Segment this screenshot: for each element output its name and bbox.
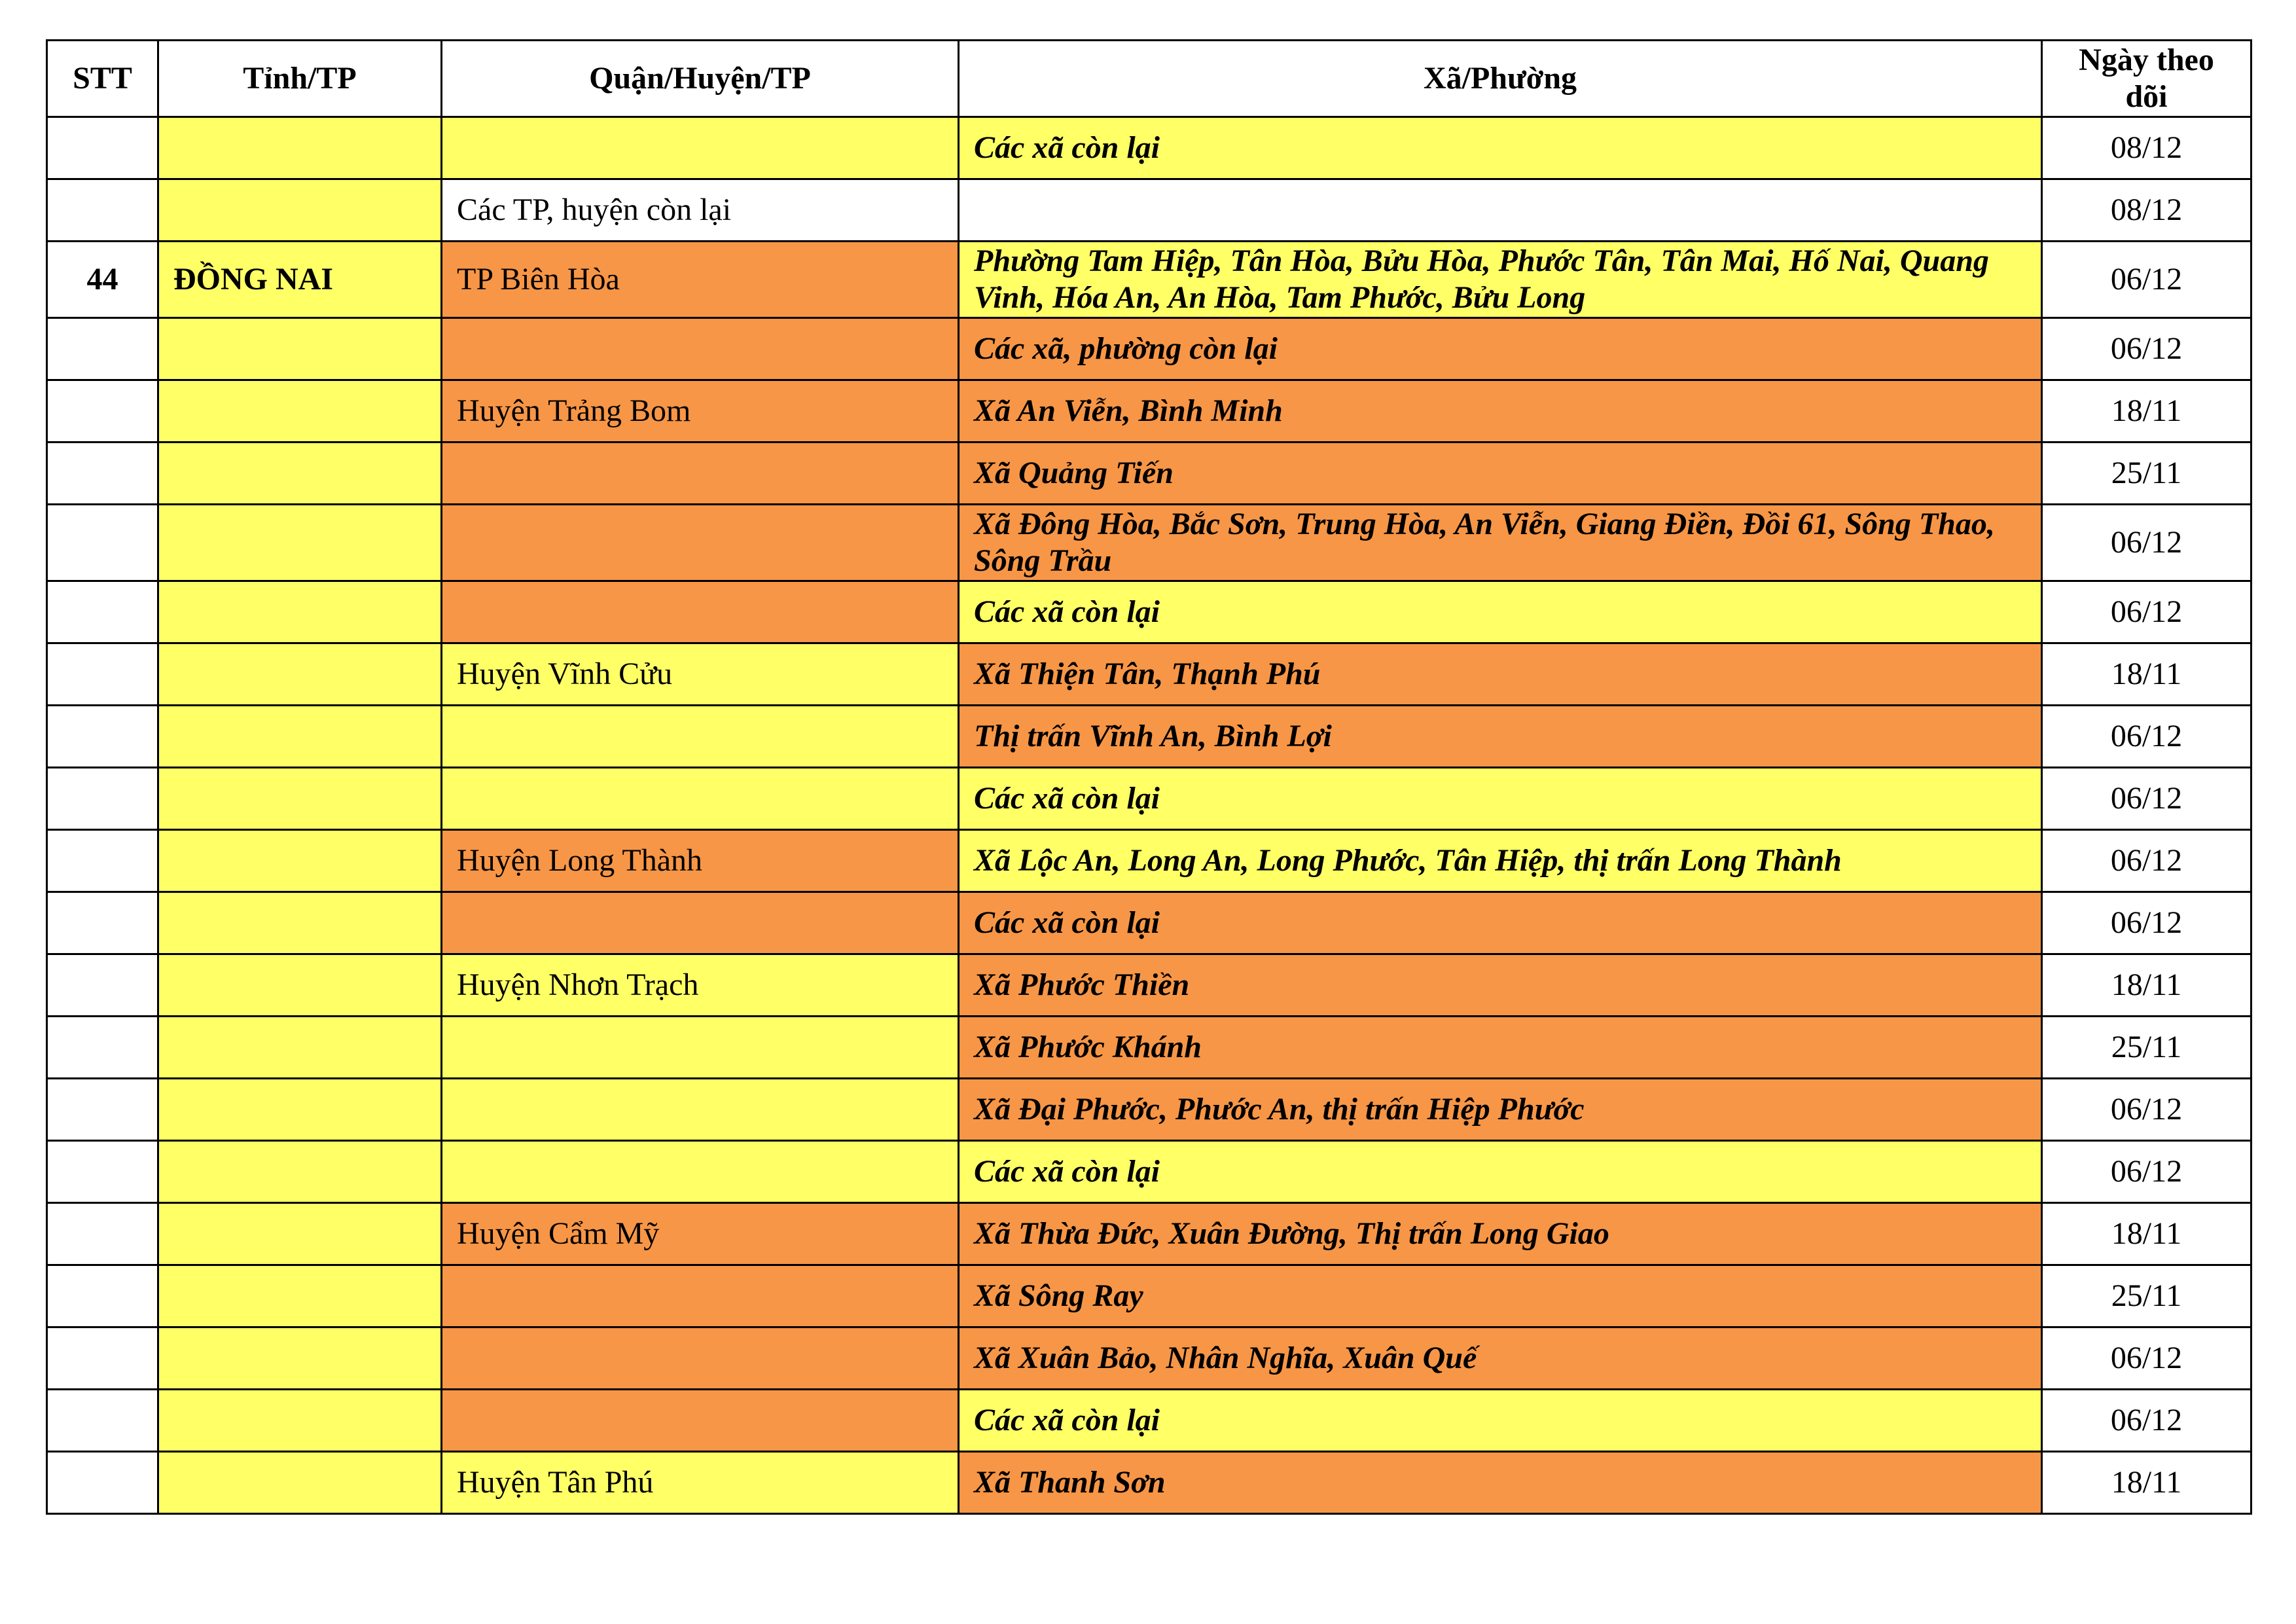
cell-province xyxy=(158,1265,442,1327)
table-row xyxy=(47,768,2251,830)
table-row xyxy=(47,117,2251,179)
cell-ward: Xã Phước Khánh xyxy=(959,1017,2042,1079)
cell-province xyxy=(158,1390,442,1452)
cell-stt xyxy=(47,179,158,242)
cell-province xyxy=(158,318,442,380)
cell-date: 18/11 xyxy=(2042,380,2251,442)
cell-district: Huyện Vĩnh Cửu xyxy=(442,643,959,706)
table-row xyxy=(47,242,2251,318)
cell-date: 18/11 xyxy=(2042,1452,2251,1514)
cell-province xyxy=(158,954,442,1017)
cell-province xyxy=(158,643,442,706)
cell-ward: Các xã còn lại xyxy=(959,1141,2042,1203)
cell-province xyxy=(158,1452,442,1514)
cell-stt xyxy=(47,1203,158,1265)
cell-date: 06/12 xyxy=(2042,1327,2251,1390)
cell-province xyxy=(158,117,442,179)
cell-stt xyxy=(47,954,158,1017)
table-row xyxy=(47,1327,2251,1390)
cell-district: Huyện Tân Phú xyxy=(442,1452,959,1514)
cell-ward: Xã Thừa Đức, Xuân Đường, Thị trấn Long Giao xyxy=(959,1203,2042,1265)
cell-district xyxy=(442,1017,959,1079)
table-row xyxy=(47,380,2251,442)
cell-ward: Các xã còn lại xyxy=(959,581,2042,643)
table-row xyxy=(47,1079,2251,1141)
cell-ward: Phường Tam Hiệp, Tân Hòa, Bửu Hòa, Phước Tân, Tân Mai, Hố Nai, Quang Vinh, Hóa An, An Hòa, Tam Phước, Bửu Long xyxy=(959,242,2042,318)
cell-date: 25/11 xyxy=(2042,442,2251,505)
cell-province xyxy=(158,179,442,242)
cell-stt xyxy=(47,117,158,179)
cell-date: 06/12 xyxy=(2042,706,2251,768)
table-row xyxy=(47,1141,2251,1203)
table-row xyxy=(47,1017,2251,1079)
cell-stt xyxy=(47,1017,158,1079)
cell-district xyxy=(442,1327,959,1390)
table-row xyxy=(47,1203,2251,1265)
cell-stt xyxy=(47,768,158,830)
cell-date: 06/12 xyxy=(2042,242,2251,318)
table-header-row xyxy=(47,41,2251,117)
cell-ward: Thị trấn Vĩnh An, Bình Lợi xyxy=(959,706,2042,768)
cell-date: 06/12 xyxy=(2042,581,2251,643)
table-row xyxy=(47,179,2251,242)
table-row xyxy=(47,505,2251,581)
cell-province xyxy=(158,1017,442,1079)
table-row xyxy=(47,318,2251,380)
cell-ward xyxy=(959,179,2042,242)
cell-ward: Các xã còn lại xyxy=(959,1390,2042,1452)
cell-district: Huyện Long Thành xyxy=(442,830,959,892)
cell-date: 06/12 xyxy=(2042,318,2251,380)
cell-ward: Các xã còn lại xyxy=(959,768,2042,830)
cell-stt xyxy=(47,442,158,505)
cell-stt xyxy=(47,1079,158,1141)
cell-province xyxy=(158,581,442,643)
cell-date: 18/11 xyxy=(2042,1203,2251,1265)
cell-district xyxy=(442,442,959,505)
cell-province xyxy=(158,706,442,768)
header-stt: STT xyxy=(47,41,158,117)
cell-ward: Các xã còn lại xyxy=(959,892,2042,954)
cell-stt xyxy=(47,318,158,380)
cell-district xyxy=(442,581,959,643)
cell-date: 18/11 xyxy=(2042,643,2251,706)
table-row xyxy=(47,1265,2251,1327)
cell-district: TP Biên Hòa xyxy=(442,242,959,318)
table-row xyxy=(47,1390,2251,1452)
cell-district xyxy=(442,117,959,179)
cell-date: 06/12 xyxy=(2042,830,2251,892)
cell-date: 06/12 xyxy=(2042,505,2251,581)
cell-province xyxy=(158,892,442,954)
cell-province xyxy=(158,768,442,830)
cell-date: 08/12 xyxy=(2042,117,2251,179)
cell-date: 06/12 xyxy=(2042,1141,2251,1203)
cell-stt xyxy=(47,706,158,768)
table-row xyxy=(47,1452,2251,1514)
cell-province xyxy=(158,1203,442,1265)
cell-district xyxy=(442,1141,959,1203)
cell-district: Huyện Cẩm Mỹ xyxy=(442,1203,959,1265)
cell-district xyxy=(442,318,959,380)
cell-ward: Xã Xuân Bảo, Nhân Nghĩa, Xuân Quế xyxy=(959,1327,2042,1390)
cell-district: Huyện Nhơn Trạch xyxy=(442,954,959,1017)
cell-stt xyxy=(47,1327,158,1390)
cell-ward: Xã Lộc An, Long An, Long Phước, Tân Hiệp, thị trấn Long Thành xyxy=(959,830,2042,892)
cell-stt xyxy=(47,1265,158,1327)
header-date: Ngày theo dõi xyxy=(2042,41,2251,117)
cell-province: ĐỒNG NAI xyxy=(158,242,442,318)
cell-date: 25/11 xyxy=(2042,1265,2251,1327)
table-row xyxy=(47,830,2251,892)
cell-date: 06/12 xyxy=(2042,768,2251,830)
cell-province xyxy=(158,380,442,442)
header-district: Quận/Huyện/TP xyxy=(442,41,959,117)
cell-stt xyxy=(47,892,158,954)
cell-stt xyxy=(47,1452,158,1514)
cell-district: Huyện Trảng Bom xyxy=(442,380,959,442)
cell-stt xyxy=(47,1390,158,1452)
cell-district xyxy=(442,1265,959,1327)
cell-province xyxy=(158,442,442,505)
cell-province xyxy=(158,505,442,581)
cell-province xyxy=(158,1141,442,1203)
table-row xyxy=(47,892,2251,954)
header-ward: Xã/Phường xyxy=(959,41,2042,117)
cell-district: Các TP, huyện còn lại xyxy=(442,179,959,242)
cell-ward: Xã Thanh Sơn xyxy=(959,1452,2042,1514)
cell-stt xyxy=(47,643,158,706)
cell-date: 06/12 xyxy=(2042,1079,2251,1141)
cell-ward: Xã An Viễn, Bình Minh xyxy=(959,380,2042,442)
cell-district xyxy=(442,505,959,581)
cell-stt xyxy=(47,1141,158,1203)
cell-stt: 44 xyxy=(47,242,158,318)
table-body xyxy=(47,117,2251,1514)
cell-ward: Xã Thiện Tân, Thạnh Phú xyxy=(959,643,2042,706)
cell-district xyxy=(442,768,959,830)
cell-province xyxy=(158,1327,442,1390)
table-row xyxy=(47,581,2251,643)
cell-date: 25/11 xyxy=(2042,1017,2251,1079)
cell-stt xyxy=(47,380,158,442)
cell-ward: Xã Quảng Tiến xyxy=(959,442,2042,505)
cell-district xyxy=(442,1390,959,1452)
cell-district xyxy=(442,706,959,768)
cell-date: 06/12 xyxy=(2042,892,2251,954)
monitoring-table xyxy=(46,39,2252,1515)
header-province: Tỉnh/TP xyxy=(158,41,442,117)
cell-date: 18/11 xyxy=(2042,954,2251,1017)
cell-stt xyxy=(47,581,158,643)
cell-ward: Xã Đông Hòa, Bắc Sơn, Trung Hòa, An Viễn, Giang Điền, Đồi 61, Sông Thao, Sông Trầu xyxy=(959,505,2042,581)
cell-date: 06/12 xyxy=(2042,1390,2251,1452)
cell-district xyxy=(442,892,959,954)
table-row xyxy=(47,643,2251,706)
cell-ward: Xã Phước Thiền xyxy=(959,954,2042,1017)
cell-ward: Các xã còn lại xyxy=(959,117,2042,179)
cell-stt xyxy=(47,505,158,581)
cell-province xyxy=(158,830,442,892)
table-row xyxy=(47,442,2251,505)
cell-district xyxy=(442,1079,959,1141)
table-row xyxy=(47,706,2251,768)
table-row xyxy=(47,954,2251,1017)
cell-stt xyxy=(47,830,158,892)
cell-date: 08/12 xyxy=(2042,179,2251,242)
cell-ward: Các xã, phường còn lại xyxy=(959,318,2042,380)
cell-province xyxy=(158,1079,442,1141)
cell-ward: Xã Sông Ray xyxy=(959,1265,2042,1327)
cell-ward: Xã Đại Phước, Phước An, thị trấn Hiệp Phước xyxy=(959,1079,2042,1141)
